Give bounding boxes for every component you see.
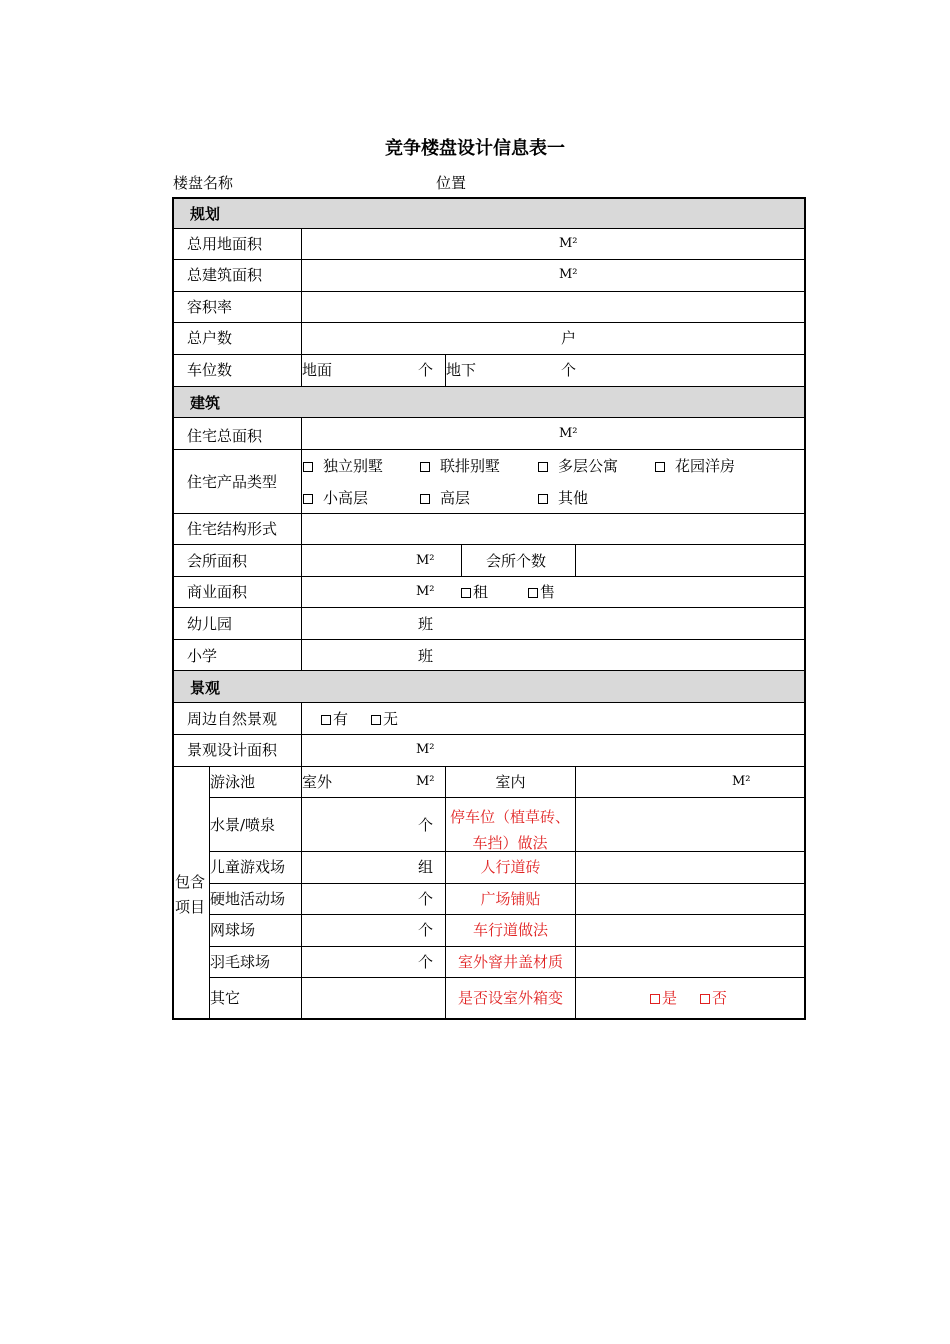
transformer-label: 是否设室外箱变	[457, 989, 563, 1007]
grid-line	[172, 322, 806, 323]
grid-line	[172, 386, 806, 387]
tennis-court-label: 网球场	[210, 921, 256, 939]
total-land-unit: M²	[559, 236, 578, 251]
badminton-court-unit: 个	[418, 953, 434, 971]
water-feature-unit: 个	[418, 816, 434, 834]
structure-label: 住宅结构形式	[187, 520, 278, 538]
checkbox-icon	[420, 462, 430, 472]
landscape-design-area-unit: M²	[416, 742, 435, 757]
building-name-label: 楼盘名称	[173, 174, 234, 192]
option-rent[interactable]: 租	[461, 583, 488, 601]
grid-line	[172, 228, 806, 229]
plaza-paving-label: 广场铺贴	[480, 890, 541, 908]
checkbox-icon	[303, 462, 313, 472]
grid-line	[209, 797, 806, 798]
checkbox-icon	[700, 994, 710, 1004]
parking-underground-unit: 个	[561, 361, 577, 379]
primary-school-label: 小学	[187, 647, 218, 665]
hard-court-unit: 个	[418, 890, 434, 908]
households-unit: 户	[561, 329, 577, 347]
commercial-area-unit: M²	[416, 584, 435, 599]
natural-landscape-label: 周边自然景观	[187, 710, 278, 728]
club-area-unit: M²	[416, 553, 435, 568]
kindergarten-unit: 班	[418, 615, 434, 633]
checkbox-icon	[650, 994, 660, 1004]
club-count-label: 会所个数	[486, 552, 547, 570]
total-land-label: 总用地面积	[187, 235, 263, 253]
option-transformer-no[interactable]: 否	[700, 989, 727, 1007]
parking-underground-label: 地下	[446, 361, 477, 379]
grid-line	[461, 544, 462, 576]
checkbox-icon	[461, 588, 471, 598]
location-label: 位置	[436, 174, 467, 192]
checkbox-icon	[303, 494, 313, 504]
checkbox-icon	[538, 494, 548, 504]
section-building: 建筑	[190, 394, 221, 412]
tennis-court-unit: 个	[418, 921, 434, 939]
option-no[interactable]: 无	[371, 710, 398, 728]
checkbox-icon	[420, 494, 430, 504]
grid-line	[209, 977, 806, 978]
playground-unit: 组	[418, 858, 434, 876]
option-sale[interactable]: 售	[528, 583, 555, 601]
checkbox-icon	[538, 462, 548, 472]
product-type-label: 住宅产品类型	[187, 473, 278, 491]
pool-outdoor-unit: M²	[416, 774, 435, 789]
parking-method-label: 停车位（植草砖、车挡）做法	[449, 808, 570, 852]
parking-ground-unit: 个	[418, 361, 434, 379]
households-label: 总户数	[187, 329, 233, 347]
water-feature-label: 水景/喷泉	[210, 816, 276, 834]
option-mid-rise[interactable]: 小高层	[303, 489, 368, 507]
grid-line	[172, 607, 806, 608]
grid-line	[172, 702, 806, 703]
total-building-label: 总建筑面积	[187, 266, 263, 284]
checkbox-icon	[528, 588, 538, 598]
grid-line	[172, 291, 806, 292]
option-multistory-apartment[interactable]: 多层公寓	[538, 457, 618, 475]
sidewalk-brick-label: 人行道砖	[480, 858, 541, 876]
grid-line	[209, 883, 806, 884]
option-high-rise[interactable]: 高层	[420, 489, 470, 507]
grid-line	[172, 513, 806, 514]
parking-label: 车位数	[187, 361, 233, 379]
playground-label: 儿童游戏场	[210, 858, 286, 876]
grid-line	[172, 417, 806, 418]
option-transformer-yes[interactable]: 是	[650, 989, 677, 1007]
grid-line	[172, 734, 806, 735]
commercial-area-label: 商业面积	[187, 583, 248, 601]
club-area-label: 会所面积	[187, 552, 248, 570]
grid-line	[172, 766, 806, 767]
grid-line	[172, 576, 806, 577]
section-landscape: 景观	[190, 679, 221, 697]
kindergarten-label: 幼儿园	[187, 615, 233, 633]
residential-area-unit: M²	[559, 426, 578, 441]
grid-line	[209, 946, 806, 947]
grid-line	[172, 354, 806, 355]
total-building-unit: M²	[559, 267, 578, 282]
plot-ratio-label: 容积率	[187, 298, 233, 316]
manhole-cover-label: 室外窨井盖材质	[457, 953, 563, 971]
pool-outdoor-label: 室外	[302, 773, 333, 791]
checkbox-icon	[321, 715, 331, 725]
grid-line	[301, 702, 302, 1019]
grid-line	[172, 449, 806, 450]
page-title: 竞争楼盘设计信息表一	[385, 138, 565, 159]
option-townhouse[interactable]: 联排别墅	[420, 457, 500, 475]
hard-court-label: 硬地活动场	[210, 890, 286, 908]
grid-line	[575, 544, 576, 576]
grid-line	[172, 544, 806, 545]
option-yes[interactable]: 有	[321, 710, 348, 728]
grid-line	[172, 259, 806, 260]
grid-line	[575, 766, 576, 1019]
includes-items-label: 包含项目	[175, 873, 206, 916]
grid-line	[301, 417, 302, 670]
other-label: 其它	[210, 989, 241, 1007]
checkbox-icon	[371, 715, 381, 725]
parking-ground-label: 地面	[302, 361, 333, 379]
option-garden-house[interactable]: 花园洋房	[655, 457, 735, 475]
grid-line	[172, 639, 806, 640]
section-planning: 规划	[190, 205, 221, 223]
landscape-design-area-label: 景观设计面积	[187, 741, 278, 759]
pool-indoor-label: 室内	[495, 773, 526, 791]
pool-label: 游泳池	[210, 773, 256, 791]
residential-area-label: 住宅总面积	[187, 427, 263, 445]
pool-indoor-unit: M²	[732, 774, 751, 789]
option-other[interactable]: 其他	[538, 489, 588, 507]
checkbox-icon	[655, 462, 665, 472]
grid-line	[172, 670, 806, 671]
grid-line	[209, 914, 806, 915]
option-detached-villa[interactable]: 独立别墅	[303, 457, 383, 475]
primary-school-unit: 班	[418, 647, 434, 665]
driveway-method-label: 车行道做法	[472, 921, 548, 939]
badminton-court-label: 羽毛球场	[210, 953, 271, 971]
